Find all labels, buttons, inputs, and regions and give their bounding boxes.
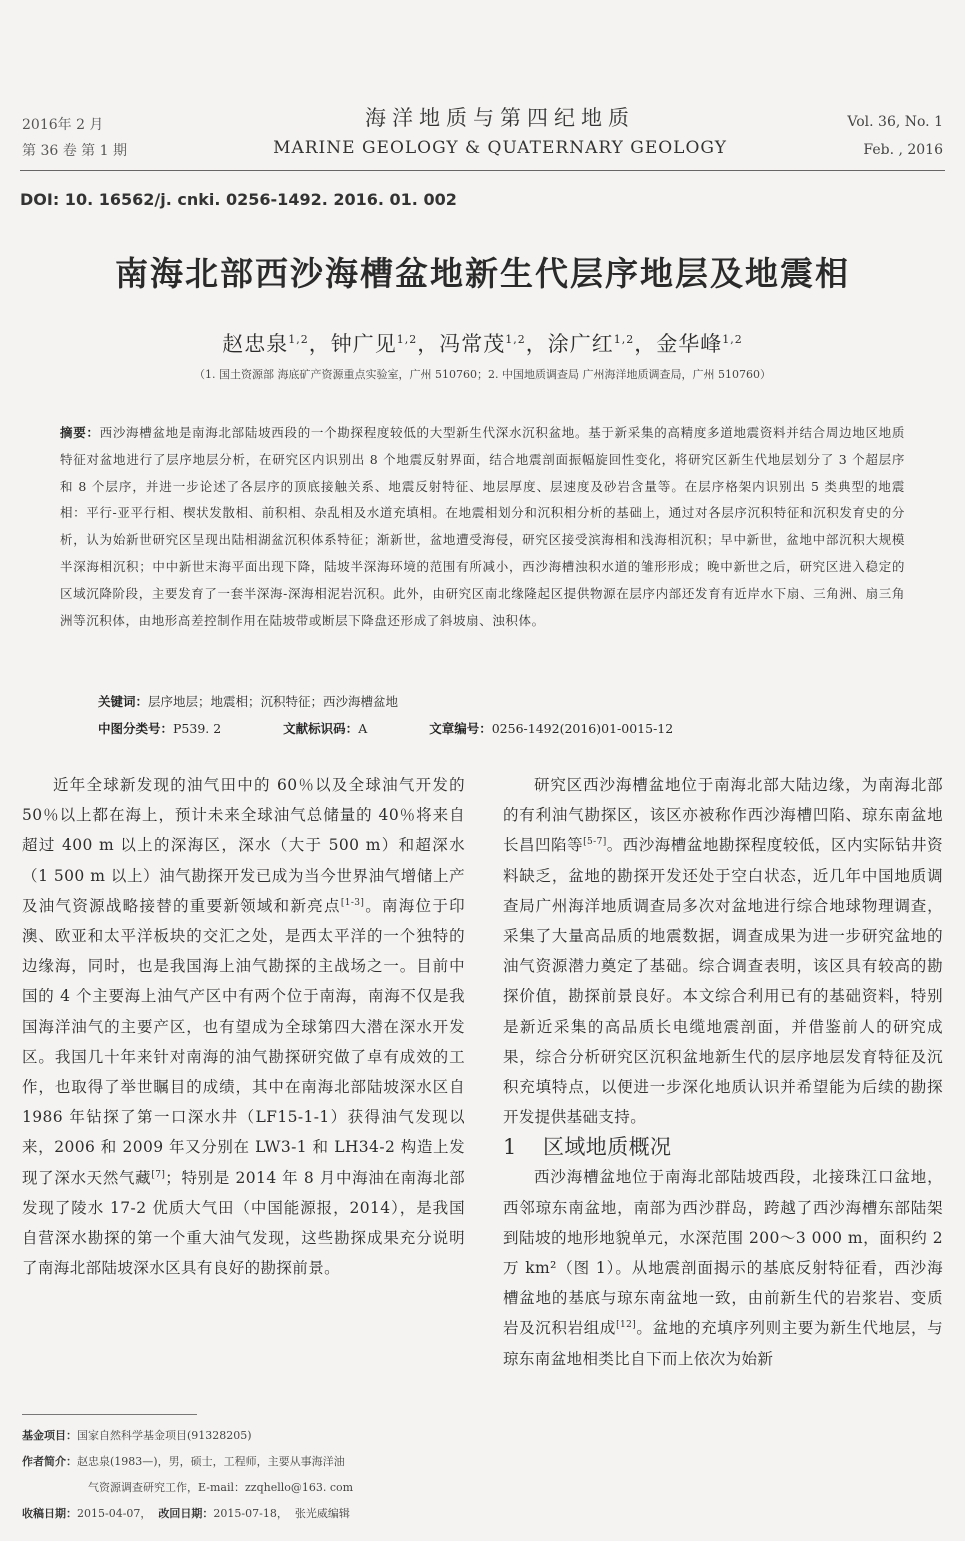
document-code-label: 文献标识码： xyxy=(283,721,359,736)
received-date: 2015-04-07， xyxy=(77,1507,152,1520)
section-number: 1 xyxy=(503,1135,517,1160)
dates-note xyxy=(22,1501,472,1527)
keywords xyxy=(98,690,908,714)
issue-date: 2016年 2 月 xyxy=(22,117,104,133)
article-metadata xyxy=(98,717,908,741)
paper-title: 南海北部西沙海槽盆地新生代层序地层及地震相 xyxy=(115,254,850,293)
footnotes xyxy=(22,1423,472,1527)
geology-paragraph xyxy=(503,1162,943,1373)
author-list: 赵忠泉$^{1,2}$，钟广见$^{1,2}$，冯常茂$^{1,2}$，涂广红$^{1,2}$，金华峰$^{1,2}$ xyxy=(222,332,743,356)
article-number-label: 文章编号： xyxy=(429,721,492,736)
issue-volume: 第 36 卷 第 1 期 xyxy=(22,143,127,159)
funding-label: 基金项目： xyxy=(22,1429,77,1442)
article-number-value: 0256-1492(2016)01-0015-12 xyxy=(491,721,674,736)
left-column xyxy=(22,770,465,1283)
abstract-label: 摘要： xyxy=(60,425,100,440)
text-run: ；特别是 2014 年 8 月中海油在南海北部发现了陵水 17-2 优质大气田（中国能源报，2014），是我国自营深水勘探的第一个重大油气发现，这些勘探成果充分说明了南海北部陆坡深水区具有良好的勘探前景。 xyxy=(22,1168,466,1278)
author-affiliation-mark: 1,2 xyxy=(722,333,743,346)
article-number xyxy=(429,721,673,736)
abstract-text: 西沙海槽盆地是南海北部陆坡西段的一个勘探程度较低的大型新生代深水沉积盆地。基于新采集的高精度多道地震资料并结合周边地区地质特征对盆地进行了层序地层分析，在研究区内识别出 8 个地震反射界面，结合地震剖面振幅旋回性变化，将研究区新生代地层划分了 3 个超层序和 8 个层序，并进一步论述了各层序的顶底接触关系、地震反射特征、地层厚度、层速度及砂岩含量等。在层序格架内识别出 5 类典型的地震相：平行-亚平行相、楔状发散相、前积相、杂乱相及水道充填相。在地震相划分和沉积相分析的基础上，通过对各层序沉积特征和沉积发育史的分析，认为始新世研究区呈现出陆相湖盆沉积体系特征；渐新世，盆地遭受海侵，研究区接受滨海相和浅海相沉积；早中新世，盆地中部沉积大规模半深海相沉积；中中新世末海平面出现下降，陆坡半深海环境的范围有所减小，西沙海槽浊积水道的雏形形成；晚中新世之后，研究区进入稳定的区域沉降阶段，主要发育了一套半深海-深海相泥岩沉积。此外，由研究区南北缘隆起区提供物源在层序内部还发育有近岸水下扇、三角洲、扇三角洲等沉积体，由地形高差控制作用在陆坡带或断层下降盘还形成了斜坡扇、浊积体。 xyxy=(60,425,905,628)
issue-date-en: Feb. , 2016 xyxy=(863,142,943,158)
section-heading xyxy=(503,1132,943,1162)
editor-note: 张光威编辑 xyxy=(294,1507,350,1520)
text-run: 西沙海槽盆地位于南海北部陆坡西段，北接珠江口盆地，西邻琼东南盆地，南部为西沙群岛，跨越了西沙海槽东部陆架到陆坡的地形地貌单元，水深范围 200～3 000 m，面积约 2 万 km²（图 1）。从地震剖面揭示的基底反射特征看，西沙海槽盆地的基底与琼东南盆地一致，由前新生代的岩浆岩、变质岩及沉积岩组成 xyxy=(503,1168,943,1338)
document-code-value: A xyxy=(358,721,368,736)
citation[interactable]: [12] xyxy=(616,1320,637,1331)
author-affiliation-mark: 1,2 xyxy=(288,333,309,346)
author-bio-label: 作者简介： xyxy=(22,1455,77,1468)
classification-value: P539. 2 xyxy=(173,721,222,736)
author-affiliation-mark: 1,2 xyxy=(505,333,526,346)
section-title: 区域地质概况 xyxy=(543,1135,672,1160)
author-affiliation-mark: 1,2 xyxy=(396,333,418,346)
citation[interactable]: [7] xyxy=(151,1169,166,1180)
author: 钟广见 xyxy=(330,332,397,356)
journal-title xyxy=(200,102,800,162)
journal-title-en: MARINE GEOLOGY & QUATERNARY GEOLOGY xyxy=(273,138,727,158)
author: 涂广红 xyxy=(547,332,614,356)
text-run: 。南海位于印澳、欧亚和太平洋板块的交汇之处，是西太平洋的一个独特的边缘海，同时，也是我国海上油气勘探的主战场之一。目前中国的 4 个主要海上油气产区中有两个位于南海，南海不仅是我国海洋油气的主要产区，也有望成为全球第四大潜在深水开发区。我国几十年来针对南海的油气勘探研究做了卓有成效的工作，也取得了举世瞩目的成绩，其中在南海北部陆坡深水区自 1986 年钻探了第一口深水井（LF15-1-1）获得油气发现以来，2006 和 2009 年又分别在 LW3-1 和 LH34-2 构造上发现了深水天然气藏 xyxy=(22,896,466,1187)
right-column xyxy=(503,770,943,1374)
author-affiliation-mark: 1,2 xyxy=(613,333,635,346)
revised-date: 2015-07-18， xyxy=(213,1507,288,1520)
text-run: 。西沙海槽盆地勘探程度较低，区内实际钻井资料缺乏，盆地的勘探开发还处于空白状态，近几年中国地质调查局广州海洋地质调查局多次对盆地进行综合地球物理调查，采集了大量高品质的地震数据，调查成果为进一步研究盆地的油气资源潜力奠定了基础。综合调查表明，该区具有较高的勘探价值，勘探前景良好。本文综合利用已有的基础资料，特别是新近采集的高品质长电缆地震剖面，并借鉴前人的研究成果，综合分析研究区沉积盆地新生代的层序地层发育特征及沉积充填特点，以便进一步深化地质认识并希望能为后续的勘探开发提供基础支持。 xyxy=(503,836,943,1127)
abstract xyxy=(60,420,905,634)
journal-volume-en xyxy=(847,108,943,164)
text-run: 近年全球新发现的油气田中的 60％以及全球油气开发的 50％以上都在海上，预计未来全球油气总储量的 40％将来自超过 400 m 以上的深海区，深水（大于 500 m）和超深水（1 500 m 以上）油气勘探开发已成为当今世界油气增储上产及油气资源战略接替的重要新领域和新亮点 xyxy=(22,776,465,915)
author: 冯常茂 xyxy=(439,332,506,356)
study-area-paragraph xyxy=(503,770,943,1132)
author-bio-continued: 气资源调查研究工作，E-mail：zzqhello@163. com xyxy=(88,1481,354,1494)
footnote-divider xyxy=(22,1414,197,1415)
author: 金华峰 xyxy=(656,332,723,356)
author-bio-note xyxy=(22,1449,472,1475)
received-label: 收稿日期： xyxy=(22,1507,77,1520)
document-code xyxy=(283,721,367,736)
keywords-label: 关键词： xyxy=(98,694,149,709)
revised-label: 改回日期： xyxy=(158,1507,214,1520)
keywords-text: 层序地层；地震相；沉积特征；西沙海槽盆地 xyxy=(148,694,399,709)
classification-label: 中图分类号： xyxy=(98,721,174,736)
journal-title-cn: 海洋地质与第四纪地质 xyxy=(365,106,635,130)
journal-issue-info xyxy=(22,112,127,164)
affiliations: （1. 国土资源部 海底矿产资源重点实验室，广州 510760；2. 中国地质调查局 广州海洋地质调查局，广州 510760） xyxy=(194,368,771,381)
author: 赵忠泉 xyxy=(222,332,289,356)
funding-text: 国家自然科学基金项目(91328205) xyxy=(77,1429,252,1442)
funding-note xyxy=(22,1423,472,1449)
text-run: 研究区西沙海槽盆地位于南海北部大陆边缘，为南海北部的有利油气勘探区，该区亦被称作西沙海槽凹陷、琼东南盆地长昌凹陷等 xyxy=(503,776,943,855)
text-run: 。盆地的充填序列则主要为新生代地层，与琼东南盆地相类比自下而上依次为始新 xyxy=(503,1319,943,1368)
volume-number: Vol. 36, No. 1 xyxy=(847,114,943,130)
citation[interactable]: [1-3] xyxy=(340,897,365,908)
classification-number xyxy=(98,721,221,736)
citation[interactable]: [5-7] xyxy=(583,837,607,848)
doi: DOI: 10. 16562/j. cnki. 0256-1492. 2016. 01. 002 xyxy=(20,190,457,209)
header-divider xyxy=(20,170,945,171)
intro-paragraph xyxy=(22,770,465,1283)
author-bio-text: 赵忠泉(1983—)，男，硕士，工程师，主要从事海洋油 xyxy=(77,1455,345,1468)
